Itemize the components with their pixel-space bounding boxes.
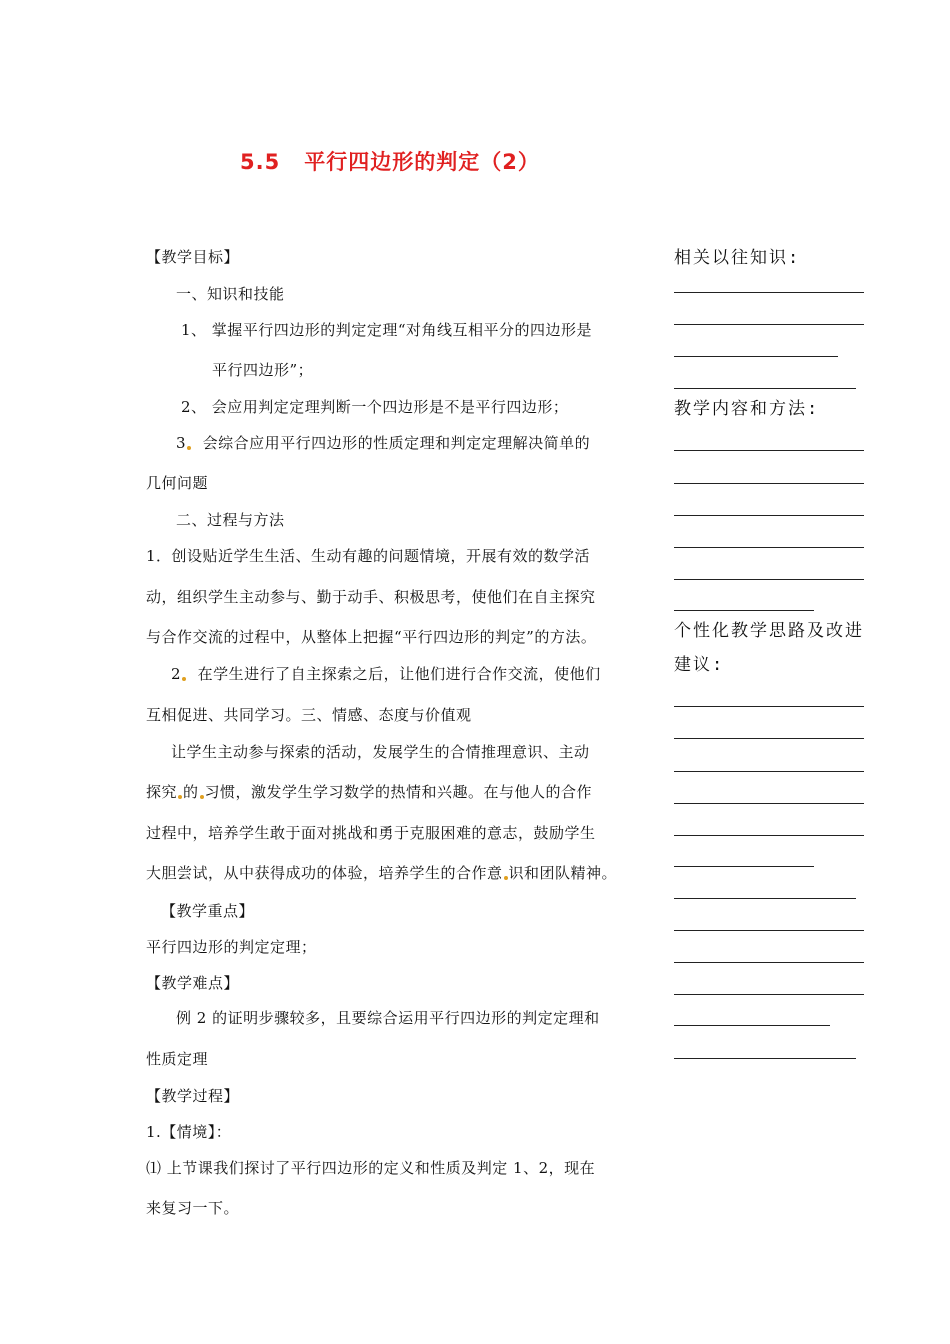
- blank-line: [674, 898, 856, 899]
- goal3-line2: 几何问题: [146, 474, 209, 492]
- method2-line1: 2 在学生进行了自主探索之后，让他们进行合作交流，使他们: [171, 665, 601, 683]
- situation-line2: 来复习一下。: [146, 1199, 240, 1217]
- blank-line: [674, 579, 864, 580]
- blank-line: [674, 1058, 856, 1059]
- method1-line3: 与合作交流的过程中，从整体上把握“平行四边形的判定”的方法。: [146, 628, 597, 646]
- related-knowledge-label: 相关以往知识:: [674, 248, 801, 268]
- key-text: 平行四边形的判定定理；: [146, 938, 317, 956]
- blank-line: [674, 803, 864, 804]
- blank-line: [674, 771, 864, 772]
- part2-heading: 二、过程与方法: [176, 511, 285, 529]
- blank-line: [674, 962, 864, 963]
- method2-line2: 互相促进、共同学习。三、情感、态度与价值观: [146, 706, 472, 724]
- blank-line: [674, 1025, 830, 1026]
- dot-mark: [178, 795, 182, 799]
- teaching-goals-heading: 【教学目标】: [146, 248, 240, 266]
- dot-mark: [200, 795, 204, 799]
- personal-suggestion-label-1: 个性化教学思路及改进: [674, 621, 864, 641]
- situation-line1: ⑴ 上节课我们探讨了平行四边形的定义和性质及判定 1、2，现在: [146, 1159, 596, 1177]
- difficulty-heading: 【教学难点】: [146, 974, 240, 992]
- blank-line: [674, 866, 814, 867]
- goal1-line1: 1、 掌握平行四边形的判定定理“对角线互相平分的四边形是: [181, 321, 592, 339]
- page-title: 5.5 平行四边形的判定（2）: [240, 150, 540, 174]
- blank-line: [674, 930, 864, 931]
- blank-line: [674, 483, 864, 484]
- personal-suggestion-label-2: 建议:: [674, 655, 725, 675]
- process-heading: 【教学过程】: [146, 1087, 240, 1105]
- goal3-line1: 3 会综合应用平行四边形的性质定理和判定定理解决简单的: [176, 434, 591, 452]
- blank-line: [674, 450, 864, 451]
- blank-line: [674, 547, 864, 548]
- blank-line: [674, 610, 814, 611]
- content-method-label: 教学内容和方法:: [674, 399, 820, 419]
- blank-line: [674, 994, 864, 995]
- blank-line: [674, 738, 864, 739]
- blank-line: [674, 706, 864, 707]
- goal1-line2: 平行四边形”；: [212, 361, 314, 379]
- situation-label: 1.【情境】：: [146, 1123, 232, 1141]
- blank-line: [674, 515, 864, 516]
- part1-heading: 一、知识和技能: [176, 285, 285, 303]
- key-heading: 【教学重点】: [161, 902, 255, 920]
- attitude-line3: 过程中，培养学生敢于面对挑战和勇于克服困难的意志，鼓励学生: [146, 824, 596, 842]
- blank-line: [674, 292, 864, 293]
- method1-line2: 动，组织学生主动参与、勤于动手、积极思考，使他们在自主探究: [146, 588, 596, 606]
- difficulty-line1: 例 2 的证明步骤较多，且要综合运用平行四边形的判定定理和: [176, 1009, 600, 1027]
- dot-mark: [182, 677, 186, 681]
- goal2: 2、 会应用判定定理判断一个四边形是不是平行四边形；: [181, 398, 569, 416]
- blank-line: [674, 835, 864, 836]
- attitude-line1: 让学生主动参与探索的活动，发展学生的合情推理意识、主动: [171, 743, 590, 761]
- dot-mark: [504, 876, 508, 880]
- blank-line: [674, 324, 864, 325]
- dot-mark: [187, 446, 191, 450]
- blank-line: [674, 388, 856, 389]
- method1-line1: 1．创设贴近学生生活、生动有趣的问题情境，开展有效的数学活: [146, 547, 591, 565]
- attitude-line2: 探究 的 习惯，激发学生学习数学的热情和兴趣。在与他人的合作: [146, 783, 593, 801]
- difficulty-line2: 性质定理: [146, 1050, 209, 1068]
- attitude-line4: 大胆尝试，从中获得成功的体验，培养学生的合作意 识和团队精神。: [146, 864, 618, 882]
- blank-line: [674, 356, 838, 357]
